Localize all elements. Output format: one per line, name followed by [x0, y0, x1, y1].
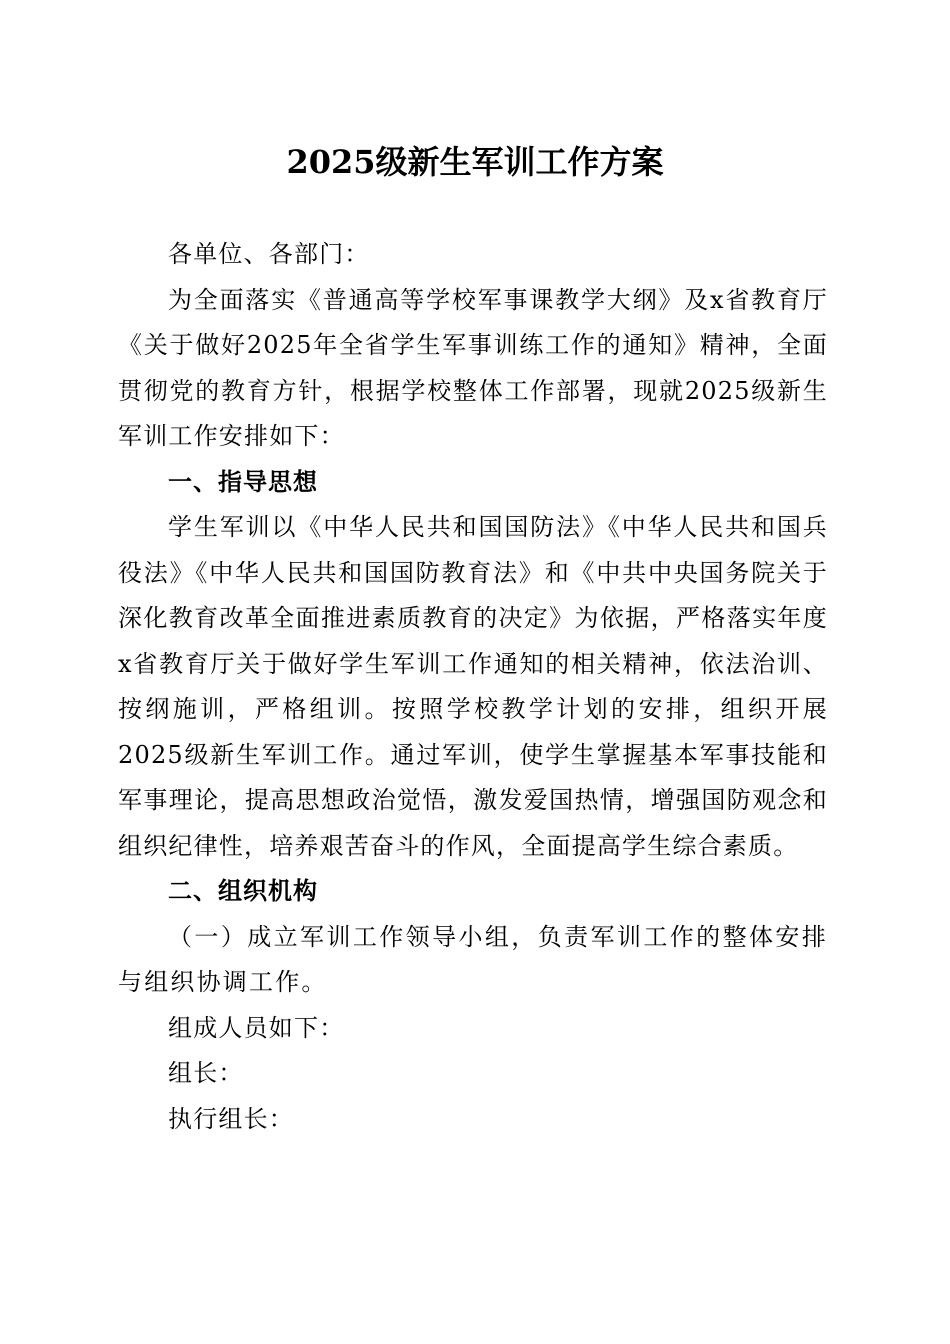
- exec-leader-label: 执行组长：: [168, 1104, 294, 1133]
- section-heading-guiding-ideology: 一、指导思想: [168, 467, 318, 496]
- salutation: 各单位、各部门：: [168, 240, 370, 268]
- leader-label: 组长：: [168, 1059, 244, 1087]
- guiding-ideology-paragraph: 学生军训以《中华人民共和国国防法》《中华人民共和国兵役法》《中华人民共和国国防教育法》和《中共中央国务院关于深化教育改革全面推进素质教育的决定》为依据，严格落实年度x省教育厅关于做好学生军训工作通知的相关精神，依法治训、按纲施训，严格组训。按照学校教学计划的安排，组织开展2025级新生军训工作。通过军训，使学生掌握基本军事技能和军事理论，提高思想政治觉悟，激发爱国热情，增强国防观念和组织纪律性，培养艰苦奋斗的作风，全面提高学生综合素质。: [118, 513, 828, 860]
- document-title: 2025级新生军训工作方案: [286, 143, 664, 181]
- section-heading-organization: 二、组织机构: [168, 877, 318, 905]
- members-intro: 组成人员如下：: [168, 1013, 345, 1042]
- document-body: [118, 232, 828, 1142]
- organization-item-1: （一）成立军训工作领导小组，负责军训工作的整体安排与组织协调工作。: [118, 922, 828, 996]
- intro-paragraph: 为全面落实《普通高等学校军事课教学大纲》及x省教育厅《关于做好2025年全省学生军事训练工作的通知》精神，全面贯彻党的教育方针，根据学校整体工作部署，现就2025级新生军训工作安排如下：: [118, 285, 828, 450]
